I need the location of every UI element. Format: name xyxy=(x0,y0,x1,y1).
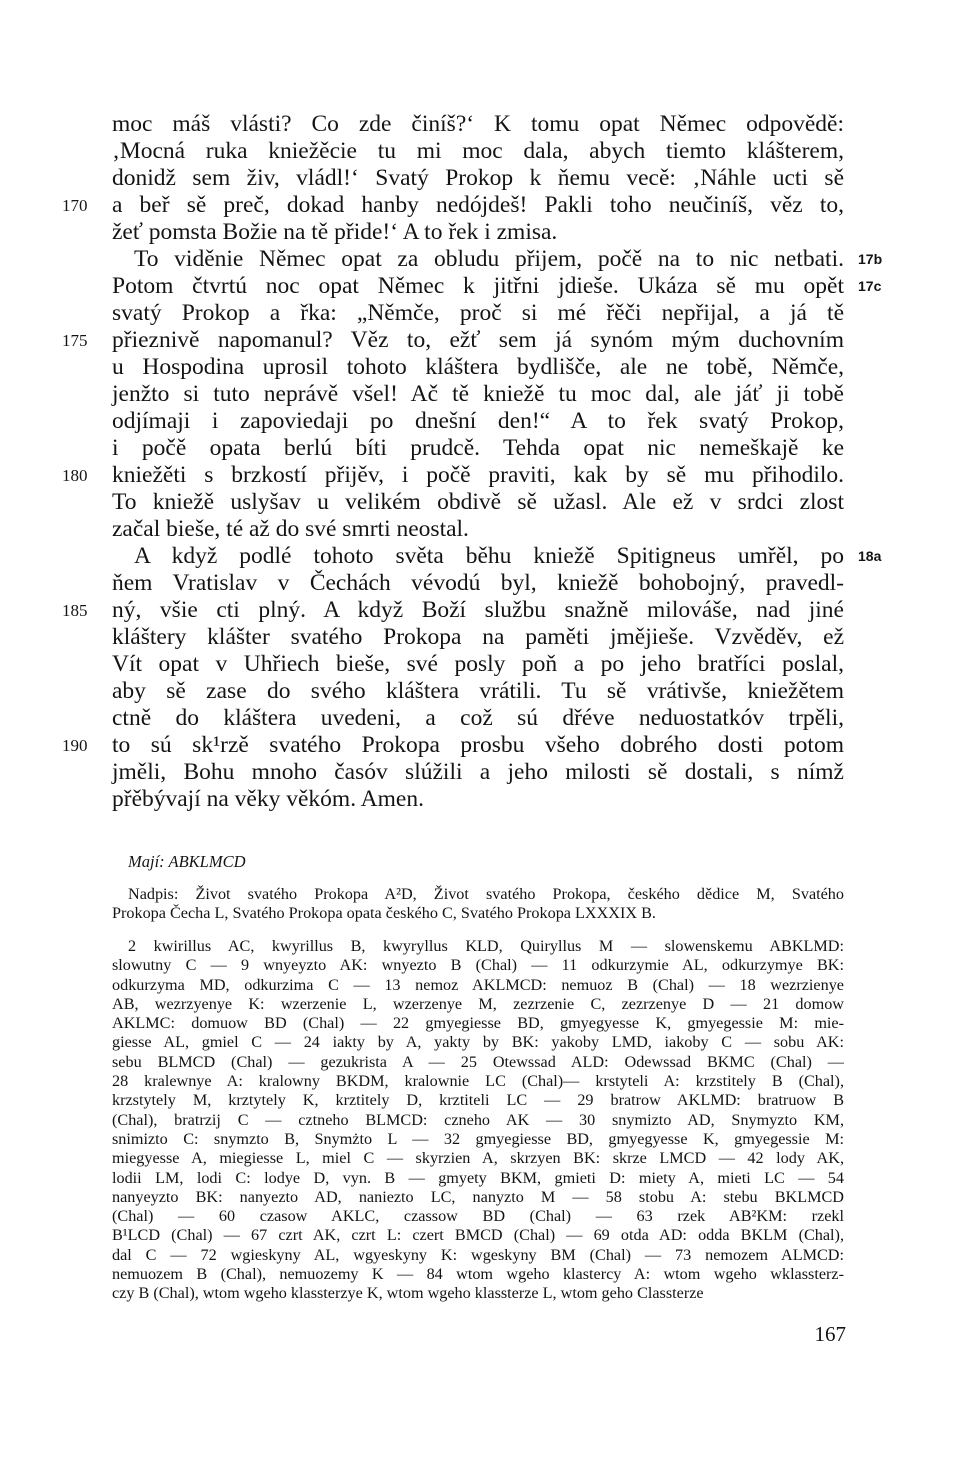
apparatus-line: (Chal) — 60 czasow AKLC, czassow BD (Chal) — 63 rzek AB²KM: rzekl xyxy=(112,1207,844,1226)
nadpis-block xyxy=(112,885,844,924)
apparatus-line: snimizto C: snymzto B, Snymżto L — 32 gmyegiesse BD, gmyegyesse K, gmyegessie M: xyxy=(112,1129,844,1148)
apparatus-line: nemuozem B (Chal), nemuozemy K — 84 wtom wgeho klastercy A: wtom wgeho wklassterz- xyxy=(112,1265,844,1284)
text-line: to sú sk¹rzě svatého Prokopa prosbu všeho dobrého dosti potom xyxy=(112,732,844,758)
line-number: 170 xyxy=(62,196,88,215)
text-line: moc máš vlásti? Co zde činíš?‘ K tomu opat Němec odpovědě: xyxy=(112,111,844,137)
text-line: ‚Mocná ruka kniežěcie tu mi moc dala, abych tiemto klášterem, xyxy=(112,138,844,164)
apparatus-line: sebu BLMCD (Chal) — gezukrista A — 25 Otewssad ALD: Odewssad BKMC (Chal) — xyxy=(112,1052,844,1071)
text-line: přěbývají na věky věkóm. Amen. xyxy=(112,786,424,812)
line-number: 175 xyxy=(62,331,88,350)
text-line: odjímaji i zapoviedaji po dnešní den!“ A to řek svatý Prokop, xyxy=(112,408,844,434)
text-line: To viděnie Němec opat za obludu přijem, počě na to nic netbati. xyxy=(134,246,844,272)
text-line: ný, všie cti plný. A když Boží službu snažně milováše, nad jiné xyxy=(112,597,844,623)
line-number: 180 xyxy=(62,466,88,485)
apparatus-line: miegyesse A, miegiesse L, miel C — skyrzien A, skrzyen BK: skrze LMCD — 42 lody AK, xyxy=(112,1149,844,1168)
apparatus-line: lodii LM, lodi C: lodye D, vyn. B — gmyety BKM, gmieti D: miety A, mieti LC — 54 xyxy=(112,1168,844,1187)
text-line: svatý Prokop a řka: „Němče, proč si mé řěči nepřijal, a já tě xyxy=(112,300,844,326)
text-line: kniežěti s brzkostí přijěv, i počě praviti, kak by sě mu přihodilo. xyxy=(112,462,844,488)
critical-apparatus xyxy=(112,937,844,1304)
text-line: ctně do kláštera uvedeni, a což sú dřéve neduostatkóv trpěli, xyxy=(112,705,844,731)
text-line: přieznivě napomanul? Věz to, ežť sem já synóm mým duchovním xyxy=(112,327,844,353)
folio-marker: 17c xyxy=(858,278,882,294)
apparatus-line: slowutny C — 9 wnyeyzto AK: wnyezto B (Chal) — 11 odkurzymie AL, odkurzymye BK: xyxy=(112,956,844,975)
text-line: u Hospodina uprosil tohoto kláštera bydlišče, ale ne tobě, Němče, xyxy=(112,354,844,380)
text-line: ňem Vratislav v Čechách vévodú byl, kniežě bohobojný, pravedl- xyxy=(112,570,844,596)
apparatus-line: AKLMC: domuow BD (Chal) — 22 gmyegiesse BD, gmyegyesse K, gmyegessie M: mie- xyxy=(112,1014,844,1033)
nadpis-line: Prokopa Čecha L, Svatého Prokopa opata českého C, Svatého Prokopa LXXXIX B. xyxy=(112,904,656,923)
text-line: donidž sem živ, vládl!‘ Svatý Prokop k ňemu vecě: ‚Náhle ucti sě xyxy=(112,165,844,191)
apparatus-line: krzstytely M, krztytely K, krztitely D, krztiteli LC — 29 bratrow AKLMD: bratruow B xyxy=(112,1091,844,1110)
apparatus-line: 2 kwirillus AC, kwyrillus B, kwyryllus KLD, Quiryllus M — slowenskemu ABKLMD: xyxy=(128,937,844,955)
apparatus-line: giesse AL, gmiel C — 24 iakty by A, yakty by BK: yakoby LMD, iakoby C — sobu AK: xyxy=(112,1033,844,1052)
text-line: jenžto si tuto neprávě všel! Ač tě kniežě tu moc dal, ale jáť ji tobě xyxy=(112,381,844,407)
apparatus-line: czy B (Chal), wtom wgeho klassterzye K, wtom wgeho klassterze L, wtom geho Classterze xyxy=(112,1284,704,1303)
text-line: i počě opata berlú bíti prudcě. Tehda opat nic nemeškajě ke xyxy=(112,435,844,461)
text-line: A když podlé tohoto světa běhu kniežě Spitigneus umřěl, po xyxy=(134,543,844,569)
apparatus-line: AB, wezrzyenye K: wzerzenie L, wzerzenye M, zezrzenie C, zezrzenye D — 21 domow xyxy=(112,994,844,1013)
apparatus-line: odkurzyma MD, odkurzima C — 13 nemoz AKLMCD: nemuoz B (Chal) — 18 wezrzienye xyxy=(112,975,844,994)
folio-marker: 17b xyxy=(858,251,883,267)
text-line: Potom čtvrtú noc opat Němec k jitřni jdieše. Ukáza sě mu opět xyxy=(112,273,844,299)
apparatus-line: 28 kralewnye A: kralowny BKDM, kralownie LC (Chal)— krstyteli A: krzstitely B (Chal), xyxy=(112,1072,844,1091)
text-line: aby sě zase do svého kláštera vrátili. Tu sě vrátivše, kniežětem xyxy=(112,678,844,704)
text-line: jměli, Bohu mnoho časóv slúžili a jeho milosti sě dostali, s nímž xyxy=(112,759,844,785)
folio-marker: 18a xyxy=(858,548,882,564)
text-line: To kniežě uslyšav u velikém obdivě sě užasl. Ale ež v srdci zlost xyxy=(112,489,844,515)
line-number: 185 xyxy=(62,601,88,620)
apparatus-line: B¹LCD (Chal) — 67 czrt AK, czrt L: czert BMCD (Chal) — 69 otda AD: odda BKLM (Chal), xyxy=(112,1226,844,1245)
text-line: Vít opat v Uhřiech bieše, své posly poň a po jeho bratříci poslal, xyxy=(112,651,844,677)
apparatus-line: (Chal), bratrzij C — cztneho BLMCD: czneho AK — 30 snymizto AD, Snymyzto KM, xyxy=(112,1110,844,1129)
manuscripts-line: Mají: ABKLMCD xyxy=(128,852,246,871)
apparatus-line: dal C — 72 wgieskyny AL, wgyeskyny K: wgeskyny BM (Chal) — 73 nemozem ALMCD: xyxy=(112,1245,844,1264)
text-line: začal bieše, té až do své smrti neostal. xyxy=(112,516,469,542)
text-line: a beř sě preč, dokad hanby nedójdeš! Pakli toho neučiníš, věz to, xyxy=(112,192,844,218)
apparatus-line: nanyeyzto BK: nanyezto AD, naniezto LC, nanyzto M — 58 stobu A: stebu BKLMCD xyxy=(112,1187,844,1206)
text-line: žeť pomsta Božie na tě přide!‘ A to řek i zmisa. xyxy=(112,219,558,245)
text-line: kláštery klášter svatého Prokopa na paměti jmějieše. Vzvěděv, ež xyxy=(112,624,844,650)
nadpis-line: Nadpis: Život svatého Prokopa A²D, Život svatého Prokopa, českého dědice M, Svatého xyxy=(128,885,844,903)
line-number: 190 xyxy=(62,736,88,755)
page-number: 167 xyxy=(814,1322,846,1346)
